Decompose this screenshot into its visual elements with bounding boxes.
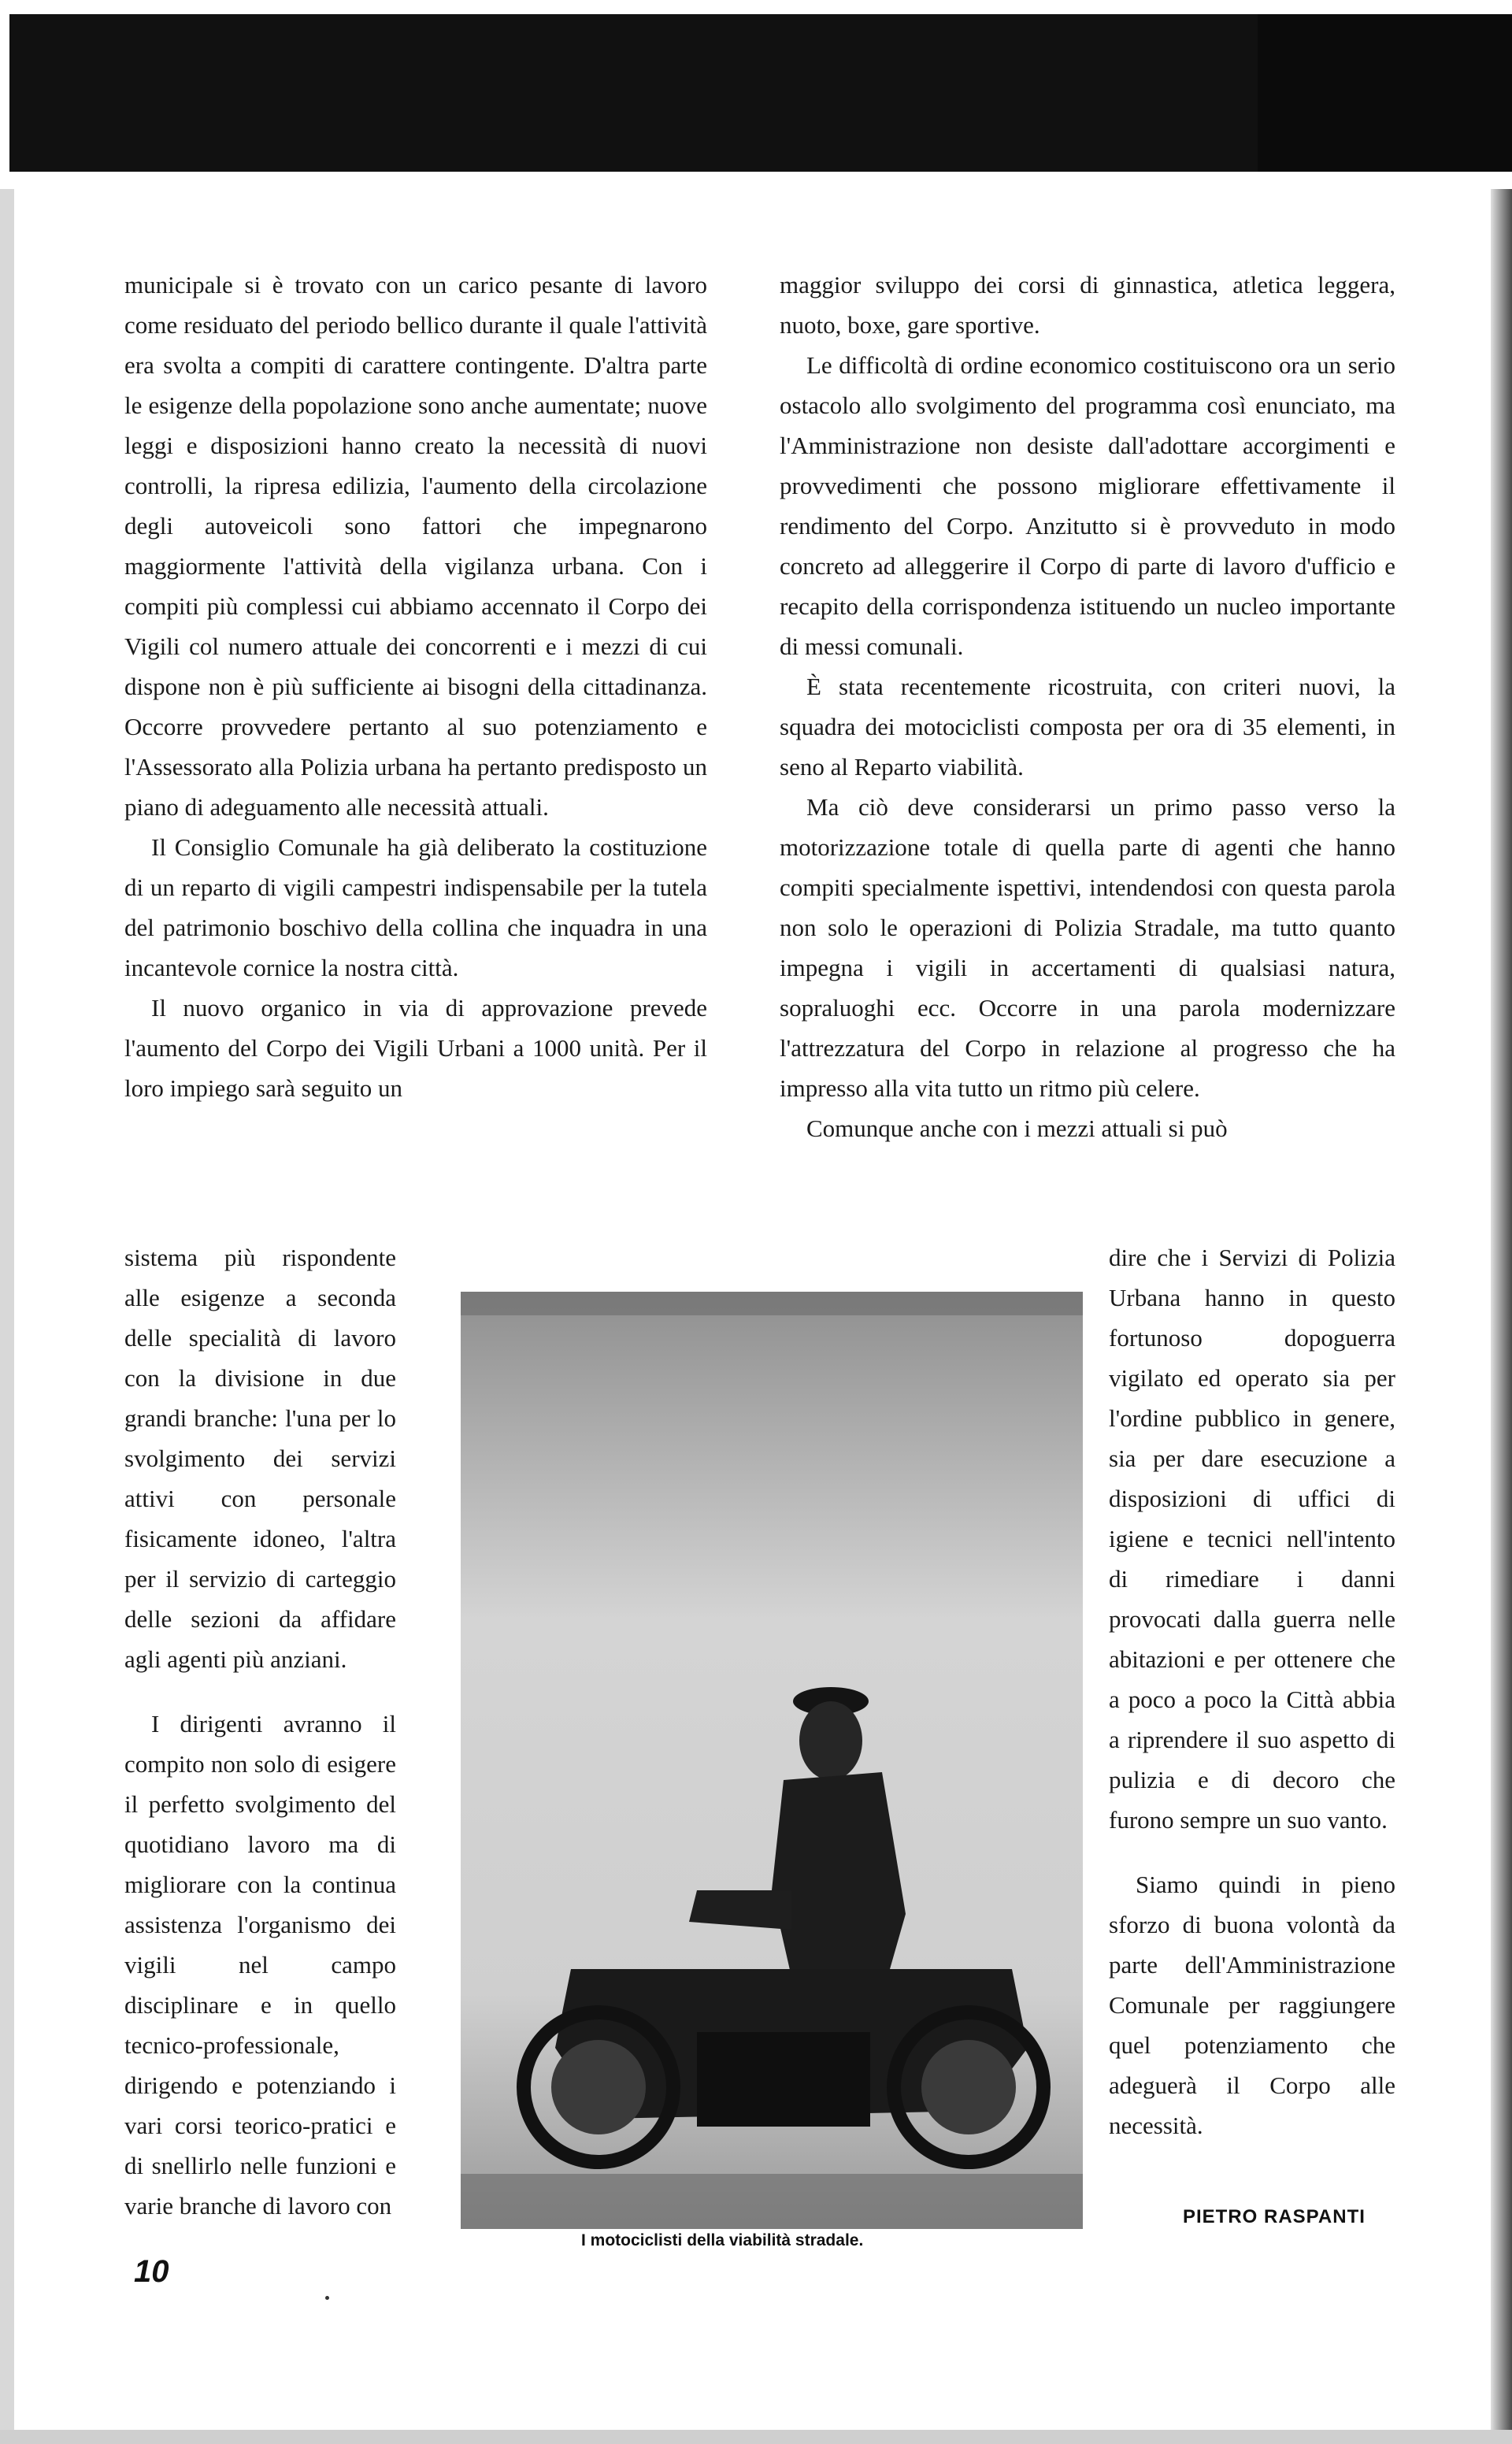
page-edge-bottom: [0, 2430, 1512, 2444]
page-edge-right: [1491, 189, 1512, 2444]
right-column-bottom: [1109, 1213, 1395, 2170]
paragraph: maggior sviluppo dei corsi di ginnastica, atletica leggera, nuoto, boxe, gare sportive.: [780, 271, 1395, 339]
page-number: 10: [134, 2254, 169, 2289]
scan-shadow-bar-right: [1258, 14, 1512, 172]
paragraph: Le difficoltà di ordine economico costituiscono ora un serio ostacolo allo svolgimento del programma così enunciato, ma l'Amministrazione non desiste dall'adottare accorgimenti e provvedimenti che possono migliorare effettivamente il rendimento del Corpo. Anzitutto si è provveduto in modo concreto ad alleggerire il Corpo di parte di lavoro d'ufficio e recapito della corrispondenza istituendo un nucleo importante di messi comunali.: [780, 351, 1395, 660]
paragraph: Il nuovo organico in via di approvazione prevede l'aumento del Corpo dei Vigili Urbani a 1000 unità. Per il loro impiego sarà seguito un: [124, 994, 707, 1102]
right-column-top: [780, 265, 1395, 1148]
paragraph: Comunque anche con i mezzi attuali si può: [806, 1114, 1228, 1142]
paragraph: È stata recentemente ricostruita, con criteri nuovi, la squadra dei motociclisti composta per ora di 35 elementi, in seno al Reparto viabilità.: [780, 673, 1395, 781]
motorcyclist-photo-image: [461, 1292, 1083, 2229]
left-column-top: [124, 265, 707, 1108]
print-speck: [325, 2296, 329, 2300]
motorcyclist-photo: [461, 1292, 1083, 2229]
paragraph: Il Consiglio Comunale ha già deliberato la costituzione di un reparto di vigili campestri indispensabile per la tutela del patrimonio boschivo della collina che inquadra in una incantevole cornice la nostra città.: [124, 833, 707, 981]
page-edge-left: [0, 189, 14, 2444]
paragraph: Siamo quindi in pieno sforzo di buona volontà da parte dell'Amministrazione Comunale per raggiungere quel potenziamento che adeguerà il Corpo alle necessità.: [1109, 1871, 1395, 2139]
paragraph: municipale si è trovato con un carico pesante di lavoro come residuato del periodo bellico durante il quale l'attività era svolta a compiti di carattere contingente. D'altra parte le esigenze della popolazione sono anche aumentate; nuove leggi e disposizioni hanno creato la necessità di nuovi controlli, la ripresa edilizia, l'aumento della circolazione degli autoveicoli sono fattori che impegnarono maggiormente l'attività della vigilanza urbana. Con i compiti più complessi cui abbiamo accennato il Corpo dei Vigili col numero attuale dei concorrenti e i mezzi di cui dispone non è più sufficiente ai bisogni della cittadinanza. Occorre provvedere pertanto al suo potenziamento e l'Assessorato alla Polizia urbana ha pertanto predisposto un piano di adeguamento alle necessità attuali.: [124, 271, 707, 821]
photo-caption: I motociclisti della viabilità stradale.: [581, 2231, 864, 2249]
author-signature: PIETRO RASPANTI: [1183, 2206, 1366, 2227]
paragraph: I dirigenti avranno il compito non solo di esigere il perfetto svolgimento del quotidiano lavoro ma di migliorare con la continua assistenza l'organismo dei vigili nel campo disciplinare e in quello tecnico-professionale, dirigendo e potenziando i vari corsi teorico-pratici e di snellirlo nelle funzioni e varie branche di lavoro con: [124, 1710, 396, 2220]
left-column-bottom: [124, 1213, 396, 2250]
paragraph: dire che i Servizi di Polizia Urbana hanno in questo fortunoso dopoguerra vigilato ed operato sia per l'ordine pubblico in genere, sia per dare esecuzione a disposizioni di uffici di igiene e tecnici nell'intento di rimediare i danni provocati dalla guerra nelle abitazioni e per ottenere che a poco a poco la Città abbia a riprendere il suo aspetto di pulizia e di decoro che furono sempre un suo vanto.: [1109, 1244, 1395, 1834]
scan-shadow-bar: [9, 14, 1258, 172]
paragraph: sistema più rispondente alle esigenze a seconda delle specialità di lavoro con la divisione in due grandi branche: l'una per lo svolgimento dei servizi attivi con personale fisicamente idoneo, l'altra per il servizio di carteggio delle sezioni da affidare agli agenti più anziani.: [124, 1244, 396, 1673]
paragraph: Ma ciò deve considerarsi un primo passo verso la motorizzazione totale di quella parte di agenti che hanno compiti specialmente ispettivi, intendendosi con questa parola non solo le operazioni di Polizia Stradale, ma tutto quanto impegna i vigili in accertamenti di qualsiasi natura, sopraluoghi ecc. Occorre in una parola modernizzare l'attrezzatura del Corpo in relazione al progresso che ha impresso alla vita tutto un ritmo più celere.: [780, 793, 1395, 1102]
